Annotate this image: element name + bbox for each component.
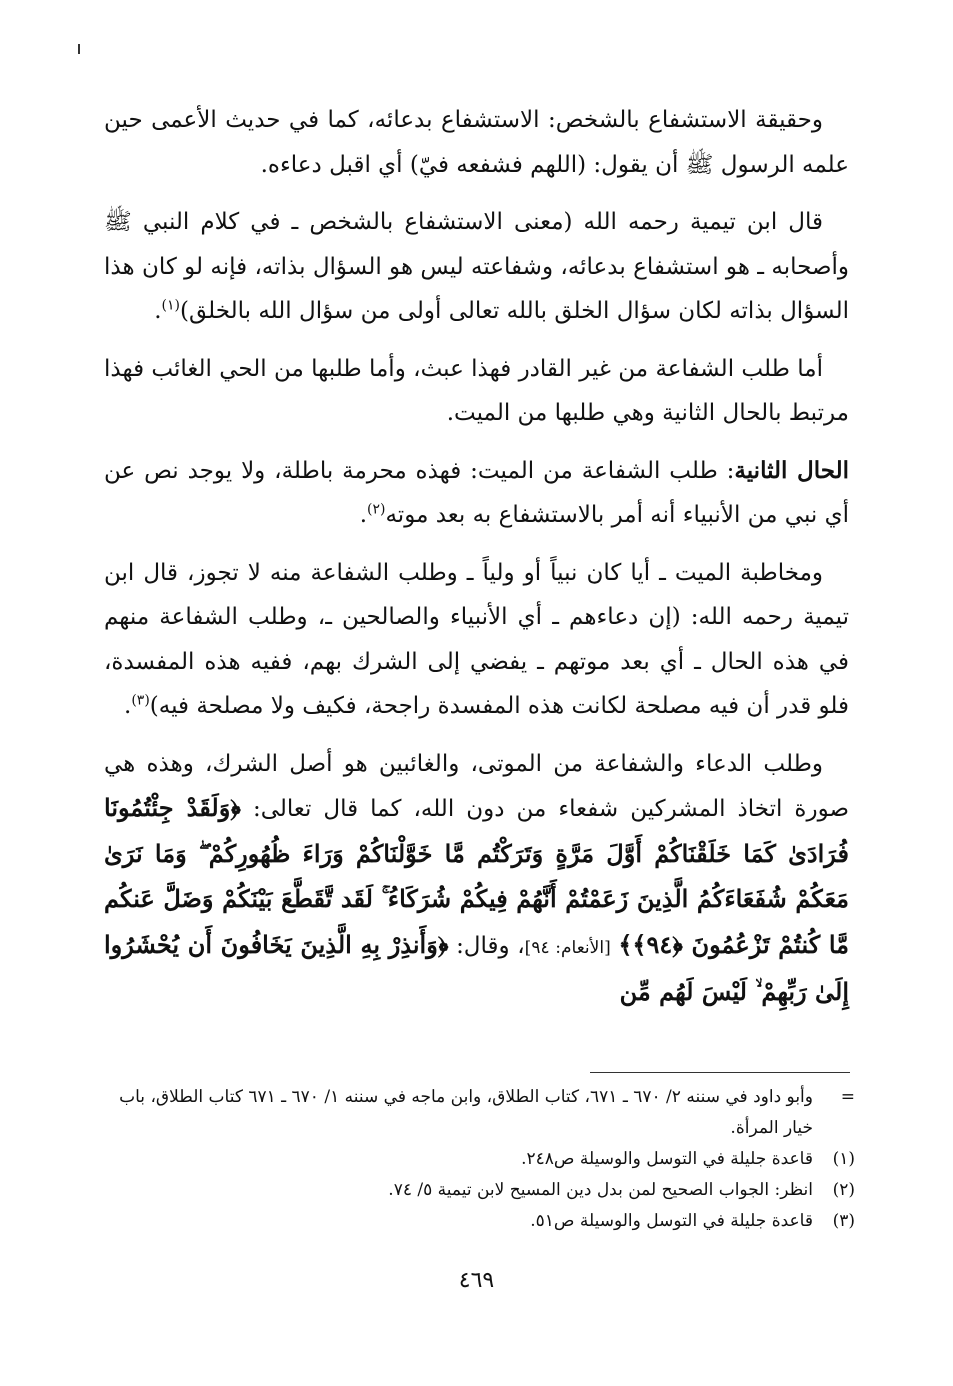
footnote-text: قاعدة جليلة في التوسل والوسيلة ص٥١.	[530, 1211, 813, 1231]
footnote-marker: (١)	[832, 1149, 855, 1169]
footnote-divider	[590, 1072, 850, 1073]
footnote-ref-2[interactable]: (٢)	[367, 501, 386, 518]
footnote-1	[100, 1144, 855, 1175]
footnotes	[100, 1082, 855, 1237]
footnote-marker: (٢)	[832, 1180, 855, 1200]
paragraph-5: ومخاطبة الميت ـ أيا كان نبياً أو ولياً ـ وطلب الشفاعة منه لا تجوز، قال ابن تيمية رحمه الله: (إن دعاءهم ـ أي الأنبياء والصالحين ـ، وطلب الشفاعة منهم في هذه الحال ـ أي بعد موتهم ـ يفضي إلى الشرك بهم، ففيه هذه المفسدة، فلو قدر أن فيه مصلحة لكانت هذه المفسدة راجحة، فكيف ولا مصلحة فيه)$^{(٣)}$.	[104, 559, 849, 719]
quran-verse-anam-51: ﴿وَأَنذِرْ بِهِ الَّذِينَ يَخَافُونَ أَن يُحْشَرُوا إِلَىٰ رَبِّهِمْ ۙ لَيْسَ لَهُم مِّن	[104, 929, 849, 1006]
paragraph-6-connector: ، وقال:	[456, 932, 525, 959]
verse-reference: [الأنعام: ٩٤]	[524, 937, 611, 958]
footnote-marker: (٣)	[832, 1211, 855, 1231]
footnote-marker: =	[840, 1087, 855, 1107]
paragraph-1-text: وحقيقة الاستشفاع بالشخص: الاستشفاع بدعائه، كما في حديث الأعمى حين علمه الرسول ﷺ أن يقول: (اللهم فشفعه فيّ) أي اقبل دعاءه.	[104, 107, 849, 178]
footnote-continued	[100, 1082, 855, 1144]
paragraph-5-text: ومخاطبة الميت ـ أيا كان نبياً أو ولياً ـ وطلب الشفاعة منه لا تجوز، قال ابن تيمية رحمه الله: (إن دعاءهم ـ أي الأنبياء والصالحين ـ، وطلب الشفاعة منهم في هذه الحال ـ أي بعد موتهم ـ يفضي إلى الشرك بهم، ففيه هذه المفسدة، فلو قدر أن فيه مصلحة لكانت هذه المفسدة راجحة، فكيف ولا مصلحة فيه)	[104, 559, 849, 719]
paragraph-4: الحال الثانية: طلب الشفاعة من الميت: فهذه محرمة باطلة، ولا يوجد نص عن أي نبي من الأنبياء أنه أمر بالاستشفاع به بعد موته$^{(٢)}$.	[104, 456, 849, 528]
section-heading-second-case: الحال الثانية	[734, 456, 849, 484]
paragraph-6-intro: وطلب الدعاء والشفاعة من الموتى، والغائبين هو أصل الشرك، وهذه هي صورة اتخاذ المشركين شفعاء من دون الله، كما قال تعالى:	[104, 750, 850, 822]
paragraph-3-text: أما طلب الشفاعة من غير القادر فهذا عبث، وأما طلبها من الحي الغائب فهذا مرتبط بالحال الثانية وهي طلبها من الميت.	[104, 355, 849, 426]
paragraph-4-text: : طلب الشفاعة من الميت: فهذه محرمة باطلة، ولا يوجد نص عن أي نبي من الأنبياء أنه أمر بالاستشفاع به بعد موته	[104, 457, 849, 528]
paragraph-2: قال ابن تيمية رحمه الله (معنى الاستشفاع بالشخص ـ في كلام النبي ﷺ وأصحابه ـ هو استشفاع بدعائه، وشفاعته ليس هو السؤال بذاته، فإنه لو كان هذا السؤال بذاته لكان سؤال الخلق بالله تعالى أولى من سؤال الله بالخلق)$^{(١)}$.	[104, 209, 849, 324]
footnote-text: قاعدة جليلة في التوسل والوسيلة ص٢٤٨.	[521, 1149, 813, 1169]
quran-verse-anam-94: ﴿وَلَقَدْ جِئْتُمُونَا فُرَادَىٰ كَمَا خَلَقْنَاكُمْ أَوَّلَ مَرَّةٍ وَتَرَكْتُم مَّا خَوَّلْنَاكُمْ وَرَاءَ ظُهُورِكُمْ ۖ وَمَا نَرَىٰ مَعَكُمْ شُفَعَاءَكُمُ الَّذِينَ زَعَمْتُمْ أَنَّهُمْ فِيكُمْ شُرَكَاءُ ۚ لَقَد تَّقَطَّعَ بَيْنَكُمْ وَضَلَّ عَنكُم مَّا كُنتُمْ تَزْعُمُونَ ﴿٩٤﴾﴾	[104, 793, 849, 959]
paragraph-2-text: قال ابن تيمية رحمه الله (معنى الاستشفاع بالشخص ـ في كلام النبي ﷺ وأصحابه ـ هو استشفاع بدعائه، وشفاعته ليس هو السؤال بذاته، فإنه لو كان هذا السؤال بذاته لكان سؤال الخلق بالله تعالى أولى من سؤال الله بالخلق)	[104, 209, 849, 324]
footnote-text: وأبو داود في سننه ٢/ ٦٧٠ ـ ٦٧١، كتاب الطلاق، وابن ماجه في سننه ١/ ٦٧٠ ـ ٦٧١ كتاب الطلاق، باب خيار المرأة.	[119, 1087, 813, 1138]
paragraph-6	[104, 742, 849, 1016]
margin-mark	[78, 44, 80, 54]
paragraph-3	[104, 347, 849, 436]
footnote-ref-3[interactable]: (٣)	[131, 692, 150, 709]
page-number: ٤٦٩	[458, 1268, 495, 1293]
footnote-text: انظر: الجواب الصحيح لمن بدل دين المسيح لابن تيمية ٥/ ٧٤.	[388, 1180, 813, 1200]
main-text	[104, 98, 849, 1029]
footnote-2	[100, 1175, 855, 1206]
paragraph-1	[104, 98, 849, 187]
footnote-3	[100, 1206, 855, 1237]
footnote-ref-1[interactable]: (١)	[161, 297, 180, 314]
